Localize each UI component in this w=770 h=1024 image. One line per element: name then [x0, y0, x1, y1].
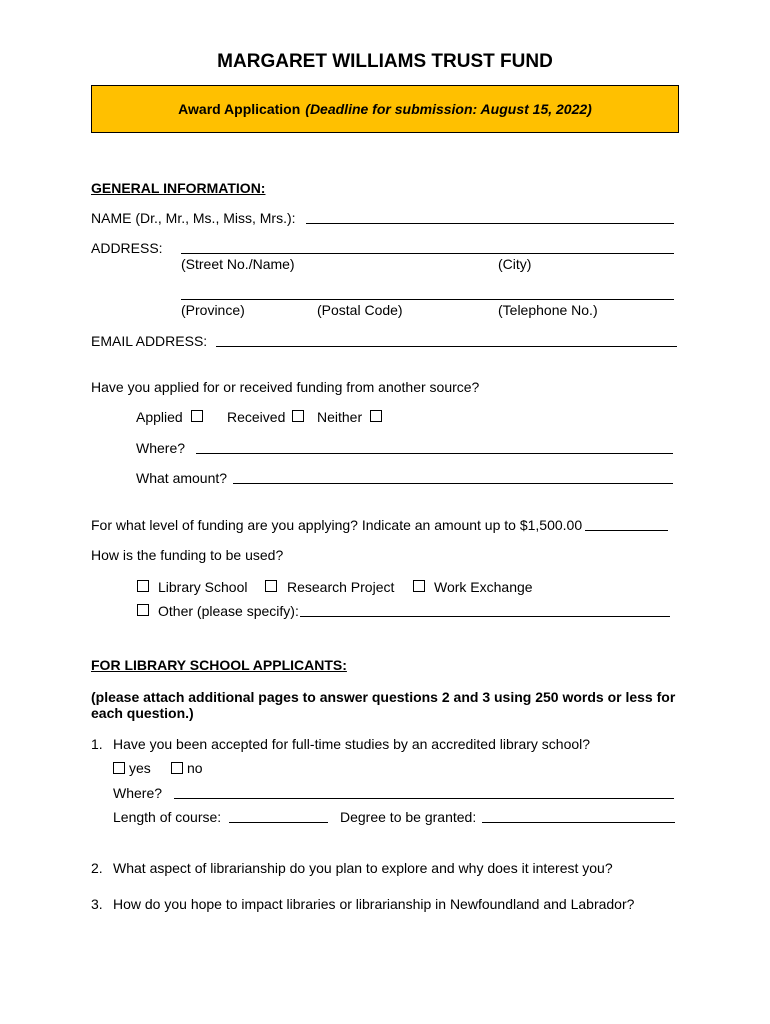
funding-where-label: Where? [136, 440, 186, 456]
amount-label: What amount? [136, 470, 228, 486]
library-instructions: (please attach additional pages to answer questions 2 and 3 using 250 words or less for each question.) [91, 689, 676, 721]
address-label: ADDRESS: [91, 240, 163, 256]
other-funding-question: Have you applied for or received funding from another source? [91, 379, 480, 395]
funding-level-field[interactable] [585, 530, 668, 531]
banner-label: Award Application [178, 101, 301, 117]
q1-text: Have you been accepted for full-time studies by an accredited library school? [113, 736, 591, 752]
email-label: EMAIL ADDRESS: [91, 333, 208, 349]
banner-deadline: (Deadline for submission: August 15, 2022) [305, 101, 592, 117]
neither-label: Neither [317, 409, 363, 425]
degree-label: Degree to be granted: [340, 809, 477, 825]
postal-code-label: (Postal Code) [317, 302, 403, 318]
page-title: MARGARET WILLIAMS TRUST FUND [217, 51, 553, 72]
library-school-label: Library School [158, 579, 248, 595]
no-checkbox[interactable] [171, 762, 183, 774]
applied-checkbox[interactable] [191, 410, 203, 422]
library-heading: FOR LIBRARY SCHOOL APPLICANTS: [91, 657, 347, 673]
degree-field[interactable] [482, 822, 675, 823]
course-length-field[interactable] [229, 822, 328, 823]
received-label: Received [227, 409, 286, 425]
applied-label: Applied [136, 409, 183, 425]
amount-field[interactable] [233, 483, 673, 484]
library-school-checkbox[interactable] [137, 580, 149, 592]
email-field[interactable] [216, 346, 677, 347]
telephone-label: (Telephone No.) [498, 302, 598, 318]
q3-number: 3. [91, 896, 103, 912]
funding-use-question: How is the funding to be used? [91, 547, 284, 563]
name-label: NAME (Dr., Mr., Ms., Miss, Mrs.): [91, 210, 296, 226]
street-label: (Street No./Name) [181, 256, 295, 272]
q1-number: 1. [91, 736, 103, 752]
yes-label: yes [129, 760, 151, 776]
other-use-checkbox[interactable] [137, 604, 149, 616]
course-length-label: Length of course: [113, 809, 222, 825]
q2-number: 2. [91, 860, 103, 876]
general-heading: GENERAL INFORMATION: [91, 180, 266, 196]
award-banner [91, 85, 679, 133]
received-checkbox[interactable] [292, 410, 304, 422]
other-use-field[interactable] [300, 616, 670, 617]
name-field[interactable] [306, 223, 674, 224]
yes-checkbox[interactable] [113, 762, 125, 774]
funding-where-field[interactable] [196, 453, 673, 454]
province-postal-phone-field[interactable] [181, 299, 674, 300]
street-city-field[interactable] [181, 253, 674, 254]
school-where-label: Where? [113, 785, 163, 801]
q3-text: How do you hope to impact libraries or librarianship in Newfoundland and Labrador? [113, 896, 635, 912]
research-project-checkbox[interactable] [265, 580, 277, 592]
neither-checkbox[interactable] [370, 410, 382, 422]
province-label: (Province) [181, 302, 245, 318]
school-where-field[interactable] [174, 798, 674, 799]
work-exchange-checkbox[interactable] [413, 580, 425, 592]
research-project-label: Research Project [287, 579, 395, 595]
q2-text: What aspect of librarianship do you plan to explore and why does it interest you? [113, 860, 613, 876]
city-label: (City) [498, 256, 532, 272]
other-use-label: Other (please specify): [158, 603, 299, 619]
work-exchange-label: Work Exchange [434, 579, 533, 595]
funding-level-question: For what level of funding are you applying? Indicate an amount up to $1,500.00 [91, 517, 583, 533]
no-label: no [187, 760, 203, 776]
